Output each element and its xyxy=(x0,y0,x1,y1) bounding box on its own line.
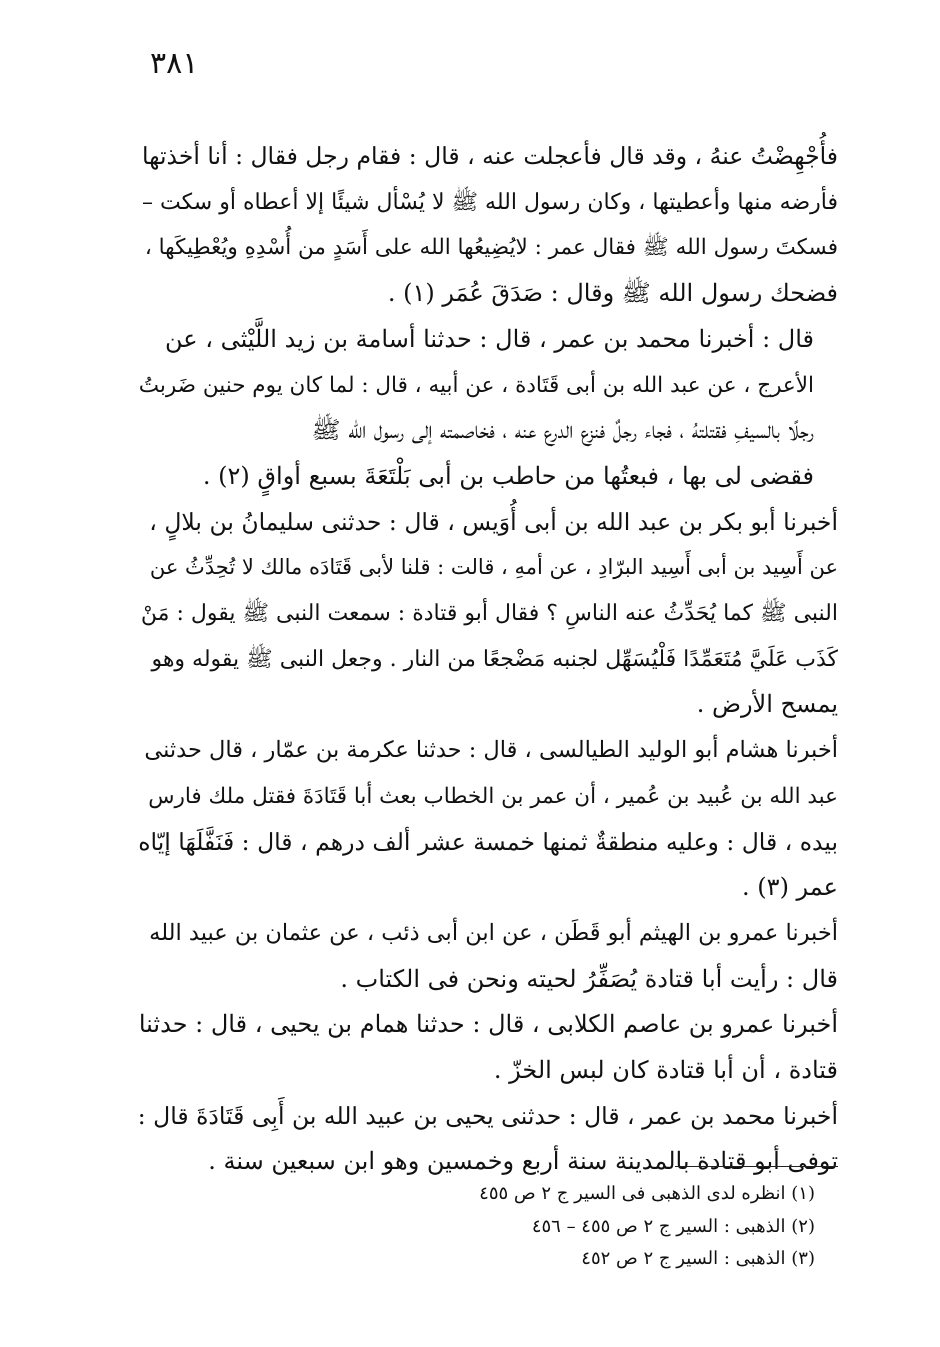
page-number: ٣٨١ xyxy=(150,46,199,81)
paragraph xyxy=(138,1094,838,1185)
text-line: أخبرنا محمد بن عمر ، قال : حدثنى يحيى بن عبيد الله بن أَبِى قَتَادَةَ قال : xyxy=(137,1101,838,1130)
text-line: قال : رأيت أبا قتادة يُصَفِّرُ لحيته ونحن فى الكتاب . xyxy=(340,964,838,993)
text-line: كَذَب عَلَيَّ مُتَعَمِّدًا فَلْيُسَهِّل لجنبه مَضْجعًا من النار . وجعل النبى ﷺ يقوله وهو xyxy=(151,646,838,672)
text-line: فسكتَ رسول الله ﷺ فقال عمر : لايُضِيعُها الله على أَسَدٍ من أُسْدِهِ ويُعْطِيكَها ، xyxy=(144,235,838,261)
text-line: عمر (٣) . xyxy=(742,873,838,902)
footnote: (٣) الذهبى : السير ج ٢ ص ٤٥٢ xyxy=(581,1248,815,1269)
text-line: توفى أبو قتادة بالمدينة سنة أربع وخمسين وهو ابن سبعين سنة . xyxy=(208,1147,838,1176)
text-line: أخبرنا عمرو بن الهيثم أبو قَطَن ، عن ابن أبى ذئب ، عن عثمان بن عبيد الله xyxy=(149,919,838,946)
text-line: قال : أخبرنا محمد بن عمر ، قال : حدثنا أسامة بن زيد اللَّيْثى ، عن xyxy=(164,324,814,353)
text-line: أخبرنا هشام أبو الوليد الطيالسى ، قال : حدثنا عكرمة بن عمّار ، قال حدثنى xyxy=(144,737,838,764)
paragraph xyxy=(138,500,838,729)
text-line: فقضى لى بها ، فبعتُها من حاطب بن أبى بَلْتَعَةَ بسبع أواقٍ (٢) . xyxy=(202,461,814,490)
text-line: أخبرنا أبو بكر بن عبد الله بن أبى أُوَيس ، قال : حدثنى سليمانُ بن بلالٍ ، xyxy=(149,507,838,536)
text-line: رجلًا بالسيفِ فقتلتهُ ، فجاء رجلٌ فنزع الدرع عنه ، فخاصمته إلى رسول الله ﷺ xyxy=(311,416,814,445)
paragraph xyxy=(138,728,838,911)
text-line: الأعرج ، عن عبد الله بن أبى قَتَادة ، عن أبيه ، قال : لما كان يوم حنين ضَربتُ xyxy=(138,372,814,398)
footnote-divider xyxy=(675,1166,838,1167)
text-line: النبى ﷺ كما يُحَدِّثُ عنه الناسِ ؟ فقال أبو قتادة : سمعت النبى ﷺ يقول : مَنْ xyxy=(140,601,838,627)
text-line: فضحك رسول الله ﷺ وقال : صَدَقَ عُمَر (١) . xyxy=(387,279,838,308)
paragraph xyxy=(138,1002,838,1093)
text-line: فأُجْهِضْتُ عنهُ ، وقد قال فأعجلت عنه ، قال : فقام رجل فقال : أنا أخذتها xyxy=(142,142,838,170)
footnote: (٢) الذهبى : السير ج ٢ ص ٤٥٥ – ٤٥٦ xyxy=(531,1215,815,1237)
paragraph xyxy=(138,911,838,1002)
text-line: عن أَسِيد بن أبى أَسِيد البرّادِ ، عن أمهِ ، قالت : قلنا لأبى قَتَادَه مالك لا تُحِدِّثُ عن xyxy=(149,555,838,580)
text-line: قتادة ، أن أبا قتادة كان لبس الخزّ . xyxy=(493,1056,838,1085)
text-line: عبد الله بن عُبيد بن عُمير ، أن عمر بن الخطاب بعث أبا قَتَادَةَ فقتل ملك فارس xyxy=(148,783,838,809)
main-text xyxy=(138,134,838,1185)
text-line: أخبرنا عمرو بن عاصم الكلابى ، قال : حدثنا همام بن يحيى ، قال : حدثنا xyxy=(138,1010,838,1039)
footnote: (١) انظره لدى الذهبى فى السير ج ٢ ص ٤٥٥ xyxy=(479,1183,815,1204)
footnotes xyxy=(420,1178,815,1276)
text-line: يمسح الأرض . xyxy=(696,690,838,719)
text-line: بيده ، قال : وعليه منطقةٌ ثمنها خمسة عشر ألف درهم ، قال : فَنَفَّلَهَا إيّاه xyxy=(138,827,838,856)
paragraph xyxy=(138,317,838,500)
paragraph xyxy=(138,134,838,317)
text-line: فأرضه منها وأعطيتها ، وكان رسول الله ﷺ لا يُسْأل شيئًا إلا أعطاه أو سكت – xyxy=(142,189,838,215)
